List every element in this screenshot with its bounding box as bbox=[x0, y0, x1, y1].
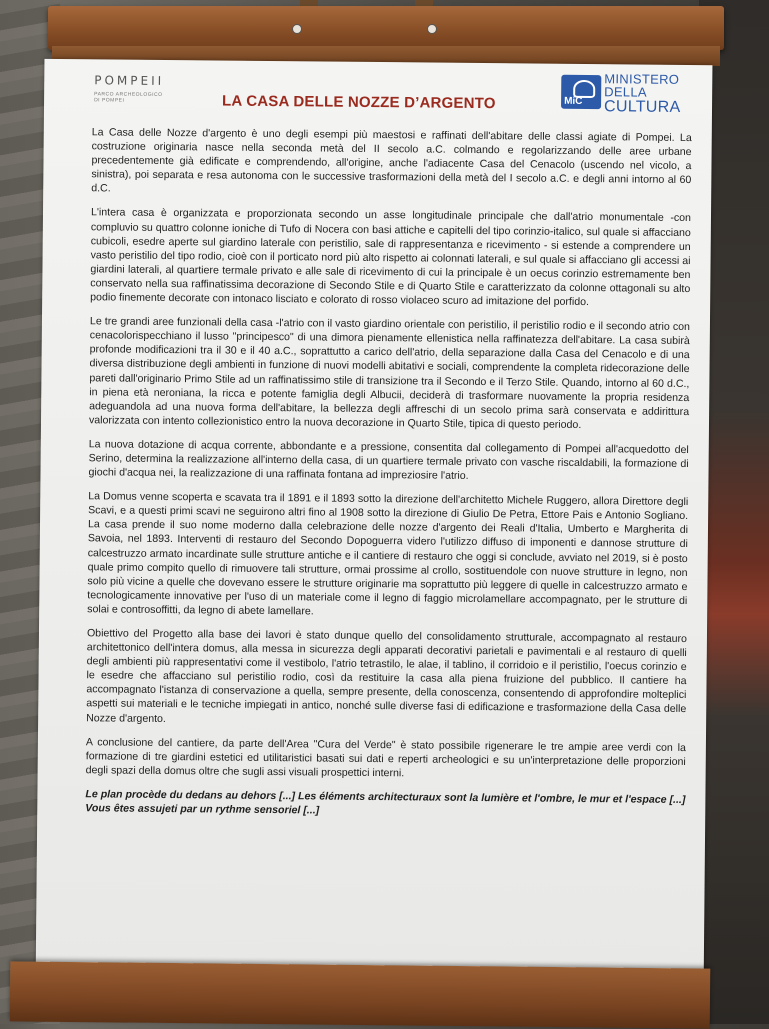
paragraph: L'intera casa è organizzata e proporzionata secondo un asse longitudinale principale che dall'atrio monumentale -con compluvio su quattro colonne ioniche di Tufo di Nocera con basi attiche e capitelli del tipo corinzio-italico, sul quale si affacciano cubicoli, esedre aperte sul giardino laterale con peristilio, sale di rappresentanza e ricevimento - si estende a comprendere un vasto peristilio del tipo rodio, cioè con il porticato nord più alto rispetto ai colonnati laterali, e sul quale si affacciano gli accessi ai giardini laterali, al quartiere termale privato e alle sale di ricevimento di cui la principale è un oecus corinzio estremamente ben conservato nella sua raffinatissima decorazione di Secondo Stile e di Quarto Stile e caratterizzato da colonne ottagonali su alto podio finemente decorate con intonaco lisciato e colorato di rosso violaceo scuro ad imitazione del porfido. bbox=[90, 206, 692, 309]
pompeii-logo-subtitle: PARCO ARCHEOLOGICO DI POMPEI bbox=[94, 91, 163, 104]
panel-body bbox=[85, 125, 692, 831]
wooden-frame-top bbox=[48, 6, 724, 50]
ministry-line2: DELLA bbox=[604, 84, 647, 100]
wooden-frame-bottom bbox=[10, 961, 711, 1028]
screw-icon bbox=[427, 24, 437, 34]
pompeii-logo-name: POMPEII bbox=[94, 73, 165, 88]
quote: Le plan procède du dedans au dehors [...] Les éléments architecturaux sont la lumière et l'ombre, le mur et l'espace [...] Vous êtes assujeti par un rythme sensoriel [...] bbox=[85, 788, 686, 817]
paragraph: La Casa delle Nozze d'argento è uno degli esempi più maestosi e raffinati dell'abitare delle classi agiate di Pompei. La costruzione originaria nasce nella seconda metà del II secolo a.C. colmando e regolarizzando delle aree urbane precedentemente già edificate e comprendendo, all'origine, anche l'adiacente Casa del Cenacolo (uscendo nel vicolo, a sinistra), poi separata e resa autonoma con le successive trasformazioni della metà del I secolo a.C. e degli anni intorno al 60 d.C. bbox=[91, 126, 692, 195]
mic-badge-icon bbox=[561, 75, 601, 109]
ministry-line3: CULTURA bbox=[603, 98, 681, 116]
paragraph: La nuova dotazione di acqua corrente, abbondante e a pressione, consentita dal collegamento di Pompei all'acquedotto del Serino, determina la realizzazione all'interno della casa, di un quartiere termale privato con vasche riscaldabili, la formazione di giochi d'acqua nei, la realizzazione di una raffinata fontana ad impreziosire l'atrio. bbox=[88, 438, 689, 482]
ministry-logo bbox=[561, 72, 681, 116]
pompeii-logo bbox=[94, 73, 164, 104]
paragraph: La Domus venne scoperta e scavata tra il 1891 e il 1893 sotto la direzione dell'architetto Michele Ruggero, allora Direttore degli Scavi, e a questi primi scavi ne seguirono altri fino al 1908 sotto la direzione di Giulio De Petra, Ettore Pais e Antonio Sogliano. La casa prende il suo nome moderno dalla celebrazione delle nozze d'argento dei Reali d'Italia, Umberto e Margherita di Savoia, nel 1893. Interventi di restauro del Secondo Dopoguerra videro l'utilizzo diffuso di imponenti e dannose strutture di calcestruzzo armato incardinate sulle strutture antiche e il cantiere di restauro che oggi si conclude, avviato nel 2019, si è posto quale primo compito quello di rimuovere tali strutture, ormai prossime al crollo, sostituendole con nuove strutture in legno, non solo più vicine a quelle che dovevano essere le strutture originarie ma soprattutto più leggere di quelle in calcestruzzo armato e tecnologicamente innovative per l'uso di un materiale come il legno di faggio microlamellare accompagnato, per le strutture di solai e controsoffitti, da legno di abete lamellare. bbox=[87, 490, 689, 618]
mic-badge-text: MiC bbox=[564, 95, 583, 107]
paragraph: Le tre grandi aree funzionali della casa -l'atrio con il vasto giardino orientale con peristilio, il peristilio rodio e il secondo atrio con cenacolorispecchiano il lusso "principesco" di una dimora pienamente ellenistica nella raffinatezza dell'abitare. La casa subirà profonde modificazioni tra il 30 e il 40 a.C., soprattutto a carico dell'atrio, della separazione dalla Casa del Cenacolo e di una diversa distribuzione degli ambienti in funzione di nuovi modelli abitativi e sociali, comprendente la completa ridecorazione delle pareti dall'originario Primo Stile ad un raffinatissimo stile di transizione tra il Secondo e il Terzo Stile. Quando, intorno al 60 d.C., in piena età neroniana, la ricca e potente famiglia degli Albucii, deciderà di trasformare nuovamente la propria residenza adeguandola ad una nuova forma dell'abitare, la bellezza degli affreschi di un secolo prima sarà conservata e addirittura valorizzata con intento collezionistico entro la nuova decorazione in Quarto Stile, tipica di questo periodo. bbox=[88, 315, 690, 431]
information-panel bbox=[36, 59, 713, 995]
paragraph: Obiettivo del Progetto alla base dei lavori è stato dunque quello del consolidamento strutturale, accompagnato al restauro architettonico dell'intera domus, alla messa in sicurezza degli apparati decorativi parietali e pavimentali e al restauro di quelli degli ambienti più rappresentativi come il vestibolo, l'atrio tetrastilo, le alae, il tablino, il corridoio e il peristilio, l'oecus corinzio e le esedre che affacciano sul peristilio rodio, così da restituire la casa alla piena fruizione del pubblico. Il cantiere ha accompagnato l'istanza di conservazione a quella, sempre presente, della conoscenza, consentendo di approfondire molteplici aspetti sui materiali e le tecniche impiegati in antico, nonché sulle diverse fasi di edificazione e trasformazione della Casa delle Nozze d'argento. bbox=[86, 627, 687, 725]
screw-icon bbox=[292, 24, 302, 34]
paragraph: A conclusione del cantiere, da parte dell'Area "Cura del Verde" è stato possibile rigenerare le tre ampie aree verdi con la formazione di tre giardini estetici ed utilitaristici basati sui dati e reperti archeologici e su un'interpretazione delle proporzioni degli spazi della domus oltre che sugli assi visuali prospettici interni. bbox=[85, 735, 686, 780]
ministry-line1: MINISTERO bbox=[604, 71, 680, 87]
panel-title: LA CASA DELLE NOZZE D’ARGENTO bbox=[222, 92, 496, 113]
